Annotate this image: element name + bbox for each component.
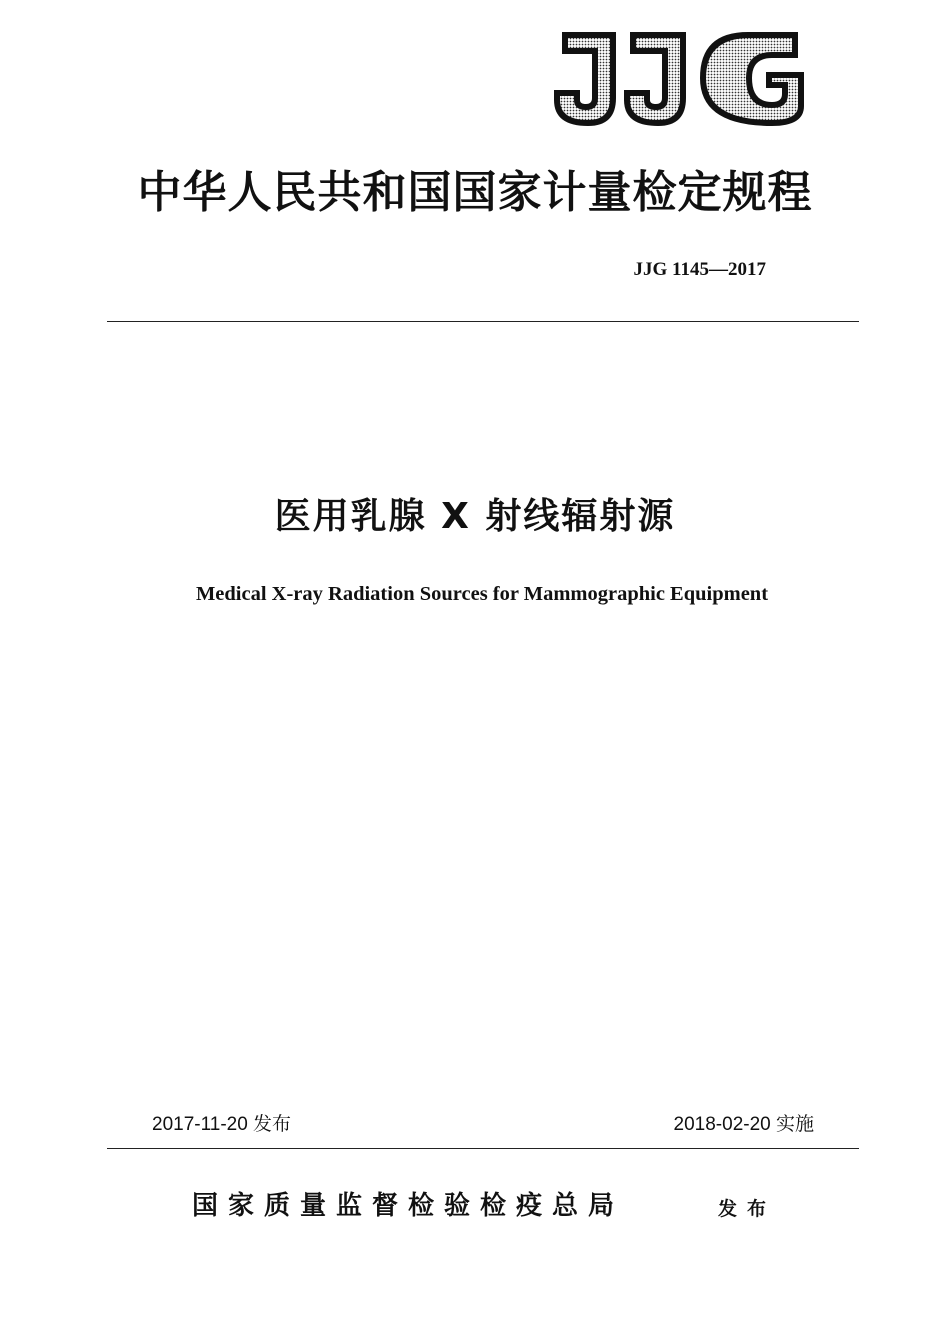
document-title-zh: 医用乳腺 X 射线辐射源	[274, 496, 676, 537]
effective-date: 2018-02-20 实施	[673, 1114, 814, 1135]
jjg-logo	[548, 28, 806, 130]
standard-number: JJG 1145—2017	[633, 259, 766, 280]
bottom-divider	[107, 1148, 859, 1149]
standard-series-title: 中华人民共和国国家计量检定规程	[137, 167, 813, 218]
document-title-en: Medical X-ray Radiation Sources for Mammographic Equipment	[195, 583, 769, 605]
logo-letter-g	[700, 32, 804, 126]
logo-letter-j1	[554, 32, 616, 126]
issue-date: 2017-11-20 发布	[152, 1114, 292, 1135]
publisher-name: 国家质量监督检验检疫总局	[192, 1191, 625, 1221]
logo-letter-j2	[624, 32, 686, 126]
publish-label: 发布	[718, 1198, 777, 1220]
top-divider	[107, 321, 859, 322]
